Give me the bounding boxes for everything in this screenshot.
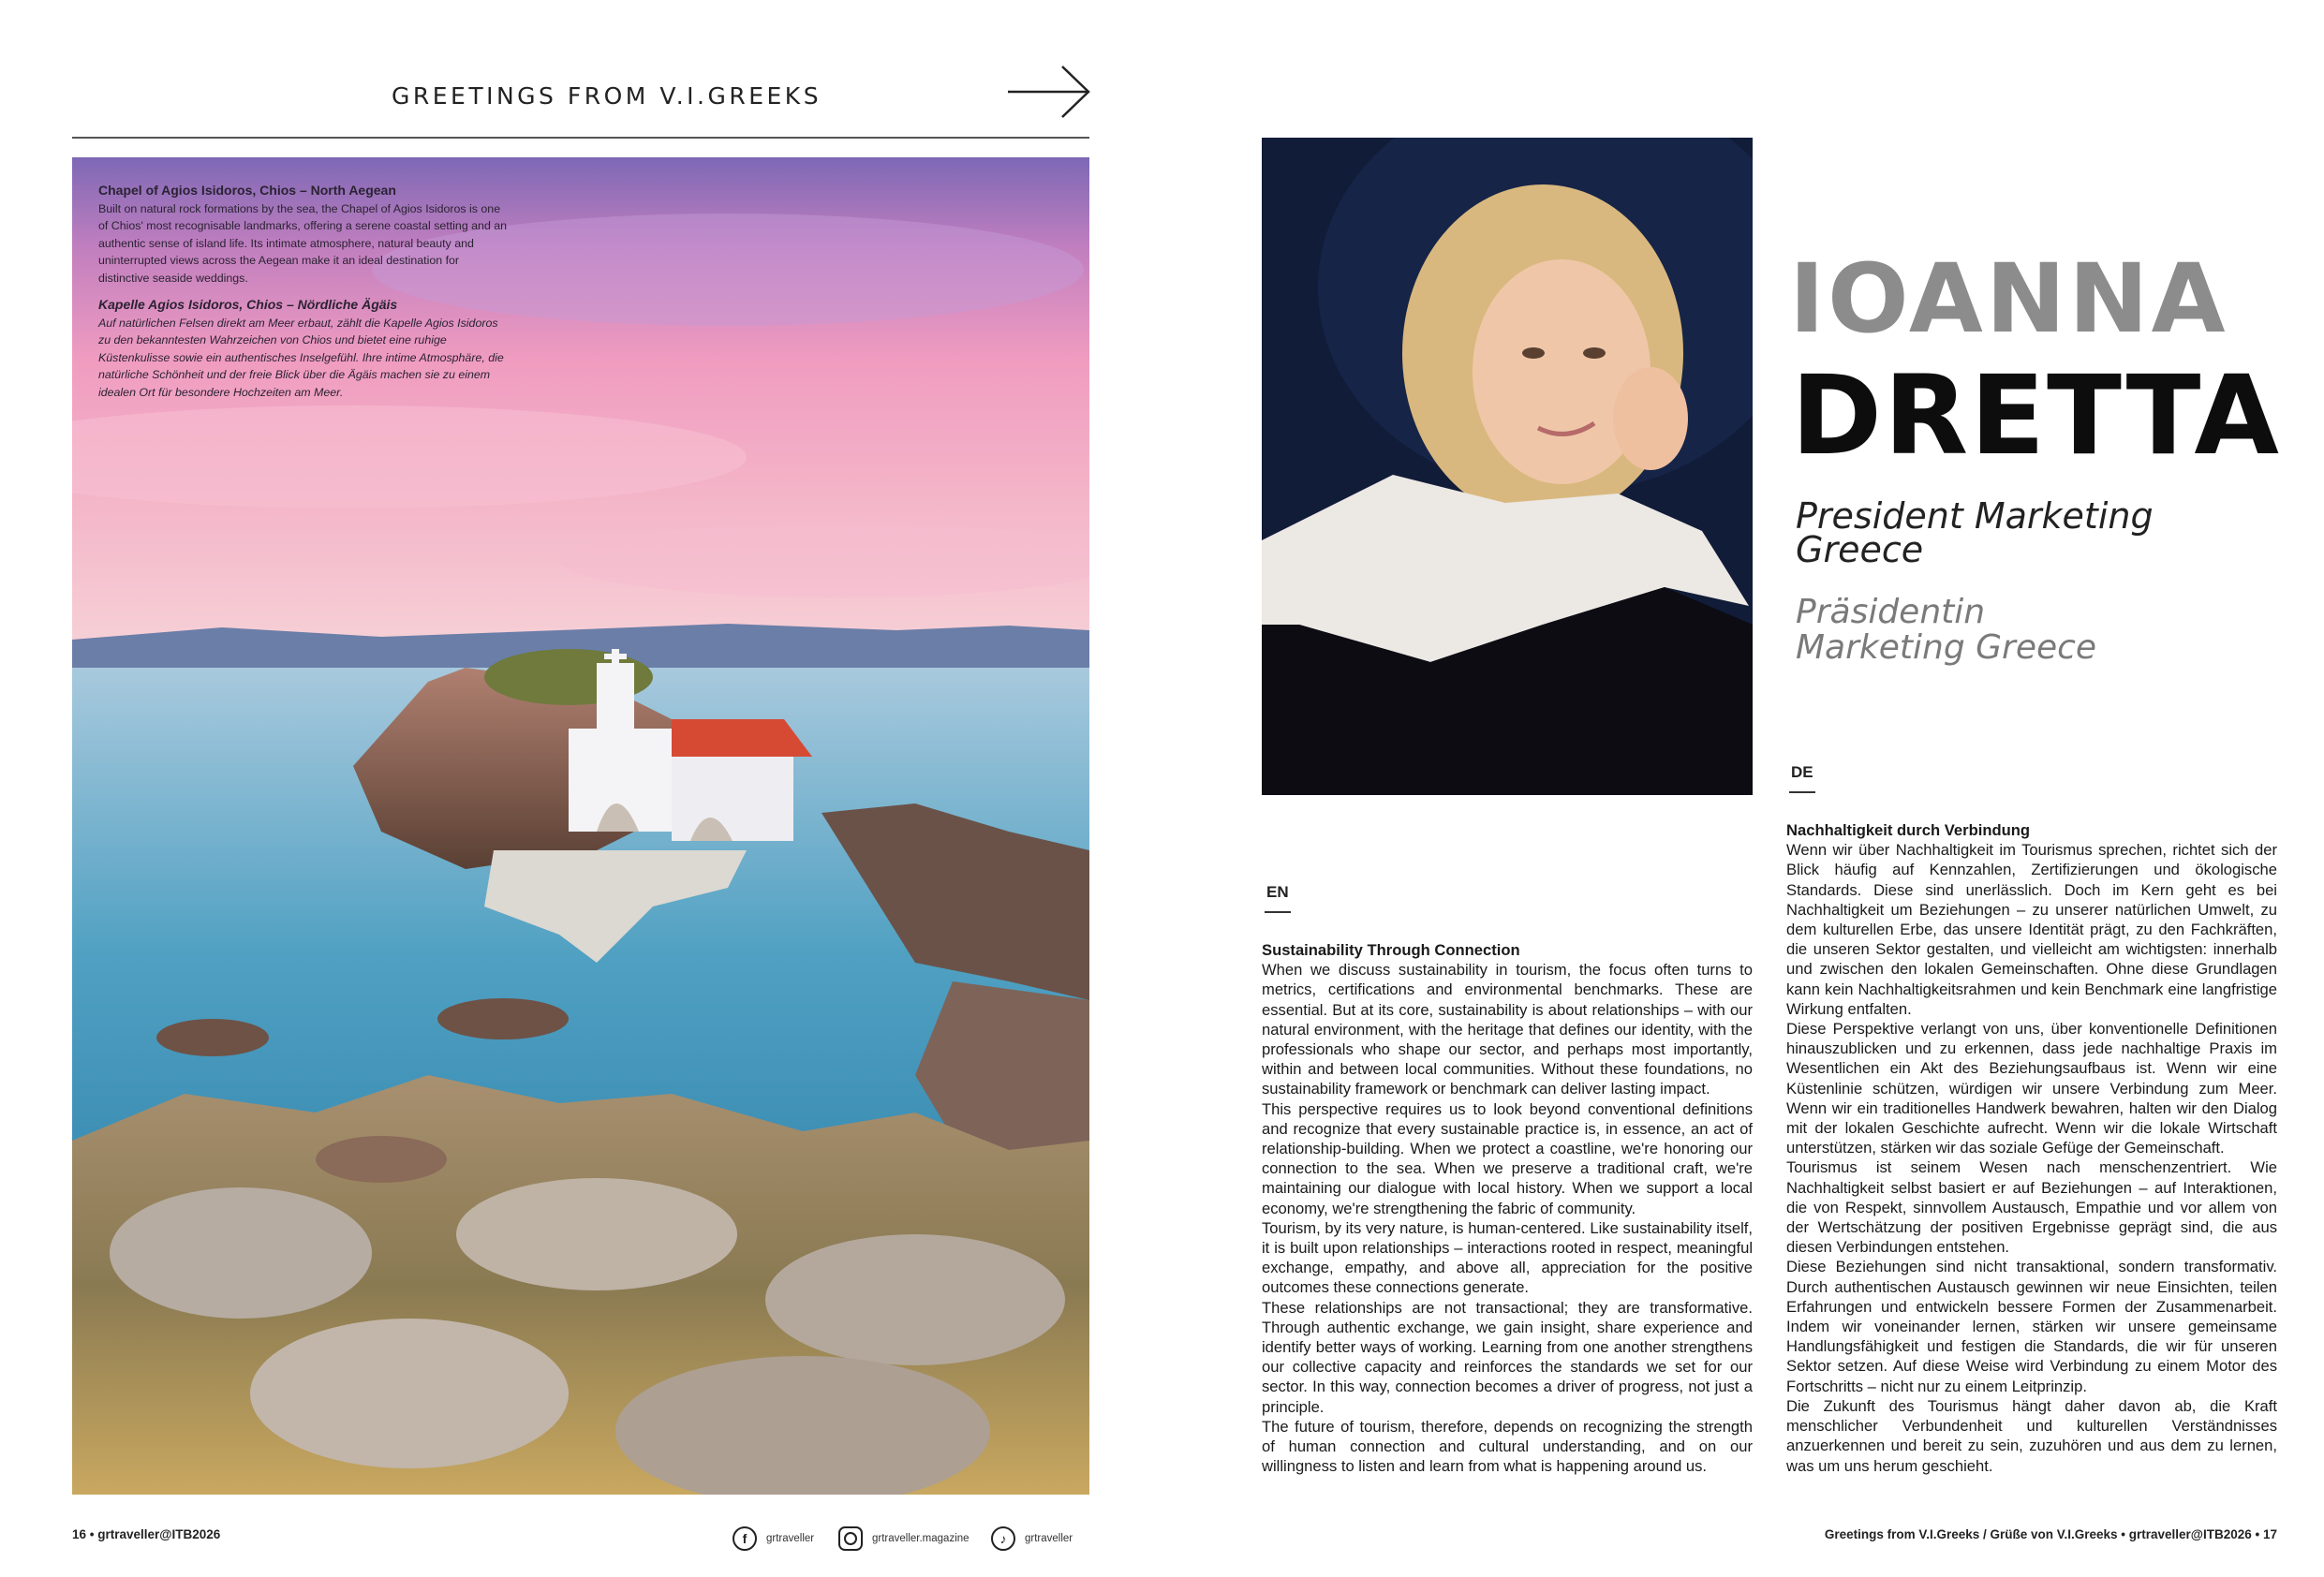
facebook-icon[interactable]: f [733, 1526, 757, 1551]
social-tiktok[interactable] [991, 1526, 1073, 1551]
article-de-paragraph: Diese Beziehungen sind nicht transaktional, sondern transformativ. Durch authentischen Austausch gewinnen wir neue Einsichten, teilen Erfahrungen und entwickeln bessere Formen der Zusammenarbeit. Indem wir voneinander lernen, stärken wir unsere gemeinsame Handlungsfähigkeit und festigen die Standards, die wir für unseren Sektor setzen. Auf diese Weise wird Verbindung zu einem Motor des Fortschritts – nicht nur zu einem Leitprinzip. [1786, 1258, 2277, 1395]
article-en-paragraph: This perspective requires us to look beyond conventional definitions and recognize that every sustainable practice is, in essence, an act of relationship-building. When we protect a coastline, we're honoring our connection to the sea. When we preserve a traditional craft, we're maintaining our dialogue with local history. When we support a local economy, we're strengthening the fabric of community. [1262, 1099, 1753, 1217]
footer-right-page: Greetings from V.I.Greeks / Grüße von V.I.Greeks • grtraveller@ITB2026 • 17 [1824, 1527, 2277, 1541]
header-divider [72, 137, 1089, 139]
article-en-paragraph: Tourism, by its very nature, is human-centered. Like sustainability itself, it is built upon relationships – interactions rooted in respect, meaningful exchange, empathy, and above all, appreciation for the positive outcomes these connections generate. [1262, 1218, 1753, 1297]
article-de-paragraph: Tourismus ist seinem Wesen nach menschenzentriert. Wie Nachhaltigkeit selbst basiert er auf Beziehungen – auf Interaktionen, die von Respekt, sinnvollem Austausch, Empathie und vor allem von der Wertschätzung der positiven Ergebnisse geprägt sind, die aus diesen Verbindungen entstehen. [1786, 1158, 2277, 1257]
article-en-paragraph: The future of tourism, therefore, depends on recognizing the strength of human connection and cultural understanding, and on our willingness to listen and learn from what is happening around us. [1262, 1417, 1753, 1476]
footer-left-page: 16 • grtraveller@ITB2026 [72, 1527, 221, 1541]
article-en-paragraph: These relationships are not transactional; they are transformative. Through authentic exchange, we gain insight, share experience and identify better ways of working. Learning from one another strengthens our collective capacity and reinforces the standards we set for our sector. In this way, connection becomes a driver of progress, not just a principle. [1262, 1298, 1753, 1416]
article-en-paragraph: When we discuss sustainability in tourism, the focus often turns to metrics, certifications and environmental benchmarks. These are essential. But at its core, sustainability is about relationships – with our natural environment, with the heritage that defines our identity, with the professionals who shape our sector, and perhaps most importantly, within and between local communities. Without these foundations, no sustainability framework or benchmark can deliver lasting impact. [1262, 961, 1753, 1098]
section-title: GREETINGS FROM V.I.GREEKS [392, 82, 822, 110]
article-en-heading: Sustainability Through Connection [1262, 941, 1520, 959]
article-de-paragraph: Wenn wir über Nachhaltigkeit im Tourismus sprechen, richtet sich der Blick häufig auf Kennzahlen, Zertifizierungen und ökologische Standards. Diese sind unerlässlich. Doch im Kern geht es bei Nachhaltigkeit um Beziehungen – zu unserer natürlichen Umwelt, zu dem kulturellen Erbe, das unsere Identität prägt, zu den Fachkräften, die unseren Sektor gestalten, und vielleicht am wichtigsten: innerhalb und zwischen den lokalen Gemeinschaften. Ohne diese Grundlagen kann kein Nachhaltigkeitsrahmen und kein Benchmark eine langfristige Wirkung entfalten. [1786, 841, 2277, 1018]
instagram-handle[interactable]: grtraveller.magazine [872, 1533, 970, 1544]
tiktok-handle[interactable]: grtraveller [1025, 1533, 1073, 1544]
article-de-heading: Nachhaltigkeit durch Verbindung [1786, 821, 2030, 839]
social-instagram[interactable] [838, 1526, 970, 1551]
role-de-line2: Marketing Greece [1796, 628, 2097, 667]
role-de [1796, 595, 2208, 666]
social-facebook[interactable] [733, 1526, 814, 1551]
role-en [1796, 495, 2208, 570]
caption-text-en: Built on natural rock formations by the sea, the Chapel of Agios Isidoros is one of Chios' most recognisable landmarks, offering a serene coastal setting and an authentic sense of island life. Its intimate atmosphere, natural beauty and uninterrupted views across the Aegean make it an ideal destination for distinctive seaside weddings. [98, 201, 508, 285]
article-de-paragraph: Die Zukunft des Tourismus hängt daher davon ab, die Kraft menschlicher Verbundenheit und kulturellen Verständnisses anzuerkennen und bereit zu sein, zuzuhören und aus dem zu lernen, was um uns herum geschieht. [1786, 1396, 2277, 1475]
role-en-line1: President Marketing [1796, 495, 2154, 537]
lang-rule-de [1789, 791, 1815, 793]
article-de-paragraph: Diese Perspektive verlangt von uns, über konventionelle Definitionen hinauszublicken und zu erkennen, dass jede nachhaltige Praxis im Wesentlichen ein Akt des Beziehungsaufbaus ist. Wenn wir eine Küstenlinie schützen, würdigen wir unsere Verbindung zum Meer. Wenn wir ein traditionelles Handwerk bewahren, halten wir den Dialog mit der lokalen Geschichte aufrecht. Wenn wir die lokale Wirtschaft unterstützen, stärken wir das soziale Gefüge der Gemeinschaft. [1786, 1020, 2277, 1157]
tiktok-icon[interactable]: ♪ [991, 1526, 1015, 1551]
caption-title-en: Chapel of Agios Isidoros, Chios – North Aegean [98, 183, 396, 198]
photo-caption [98, 182, 511, 401]
role-en-line2: Greece [1796, 529, 1924, 570]
role-de-line1: Präsidentin [1796, 593, 1986, 631]
caption-title-de: Kapelle Agios Isidoros, Chios – Nördliche Ägäis [98, 297, 398, 312]
portrait-photo [1262, 138, 1753, 795]
arrow-right-icon[interactable] [1006, 64, 1092, 120]
lang-label-en: EN [1266, 883, 1289, 901]
last-name: DRETTA [1791, 351, 2281, 479]
first-name: IOANNA [1789, 243, 2228, 355]
lang-rule-en [1265, 911, 1291, 913]
article-en [1262, 940, 1753, 1476]
article-de [1786, 820, 2277, 1476]
instagram-icon[interactable] [838, 1526, 863, 1551]
facebook-handle[interactable]: grtraveller [766, 1533, 815, 1544]
lang-label-de: DE [1791, 763, 1813, 781]
caption-text-de: Auf natürlichen Felsen direkt am Meer erbaut, zählt die Kapelle Agios Isidoros zu den bekanntesten Wahrzeichen von Chios und bietet eine ruhige Küstenkulisse sowie ein authentisches Inselgefühl. Ihre intime Atmosphäre, die natürliche Schönheit und der freie Blick über die Ägäis machen sie zu einem idealen Ort für besondere Hochzeiten am Meer. [98, 316, 504, 399]
